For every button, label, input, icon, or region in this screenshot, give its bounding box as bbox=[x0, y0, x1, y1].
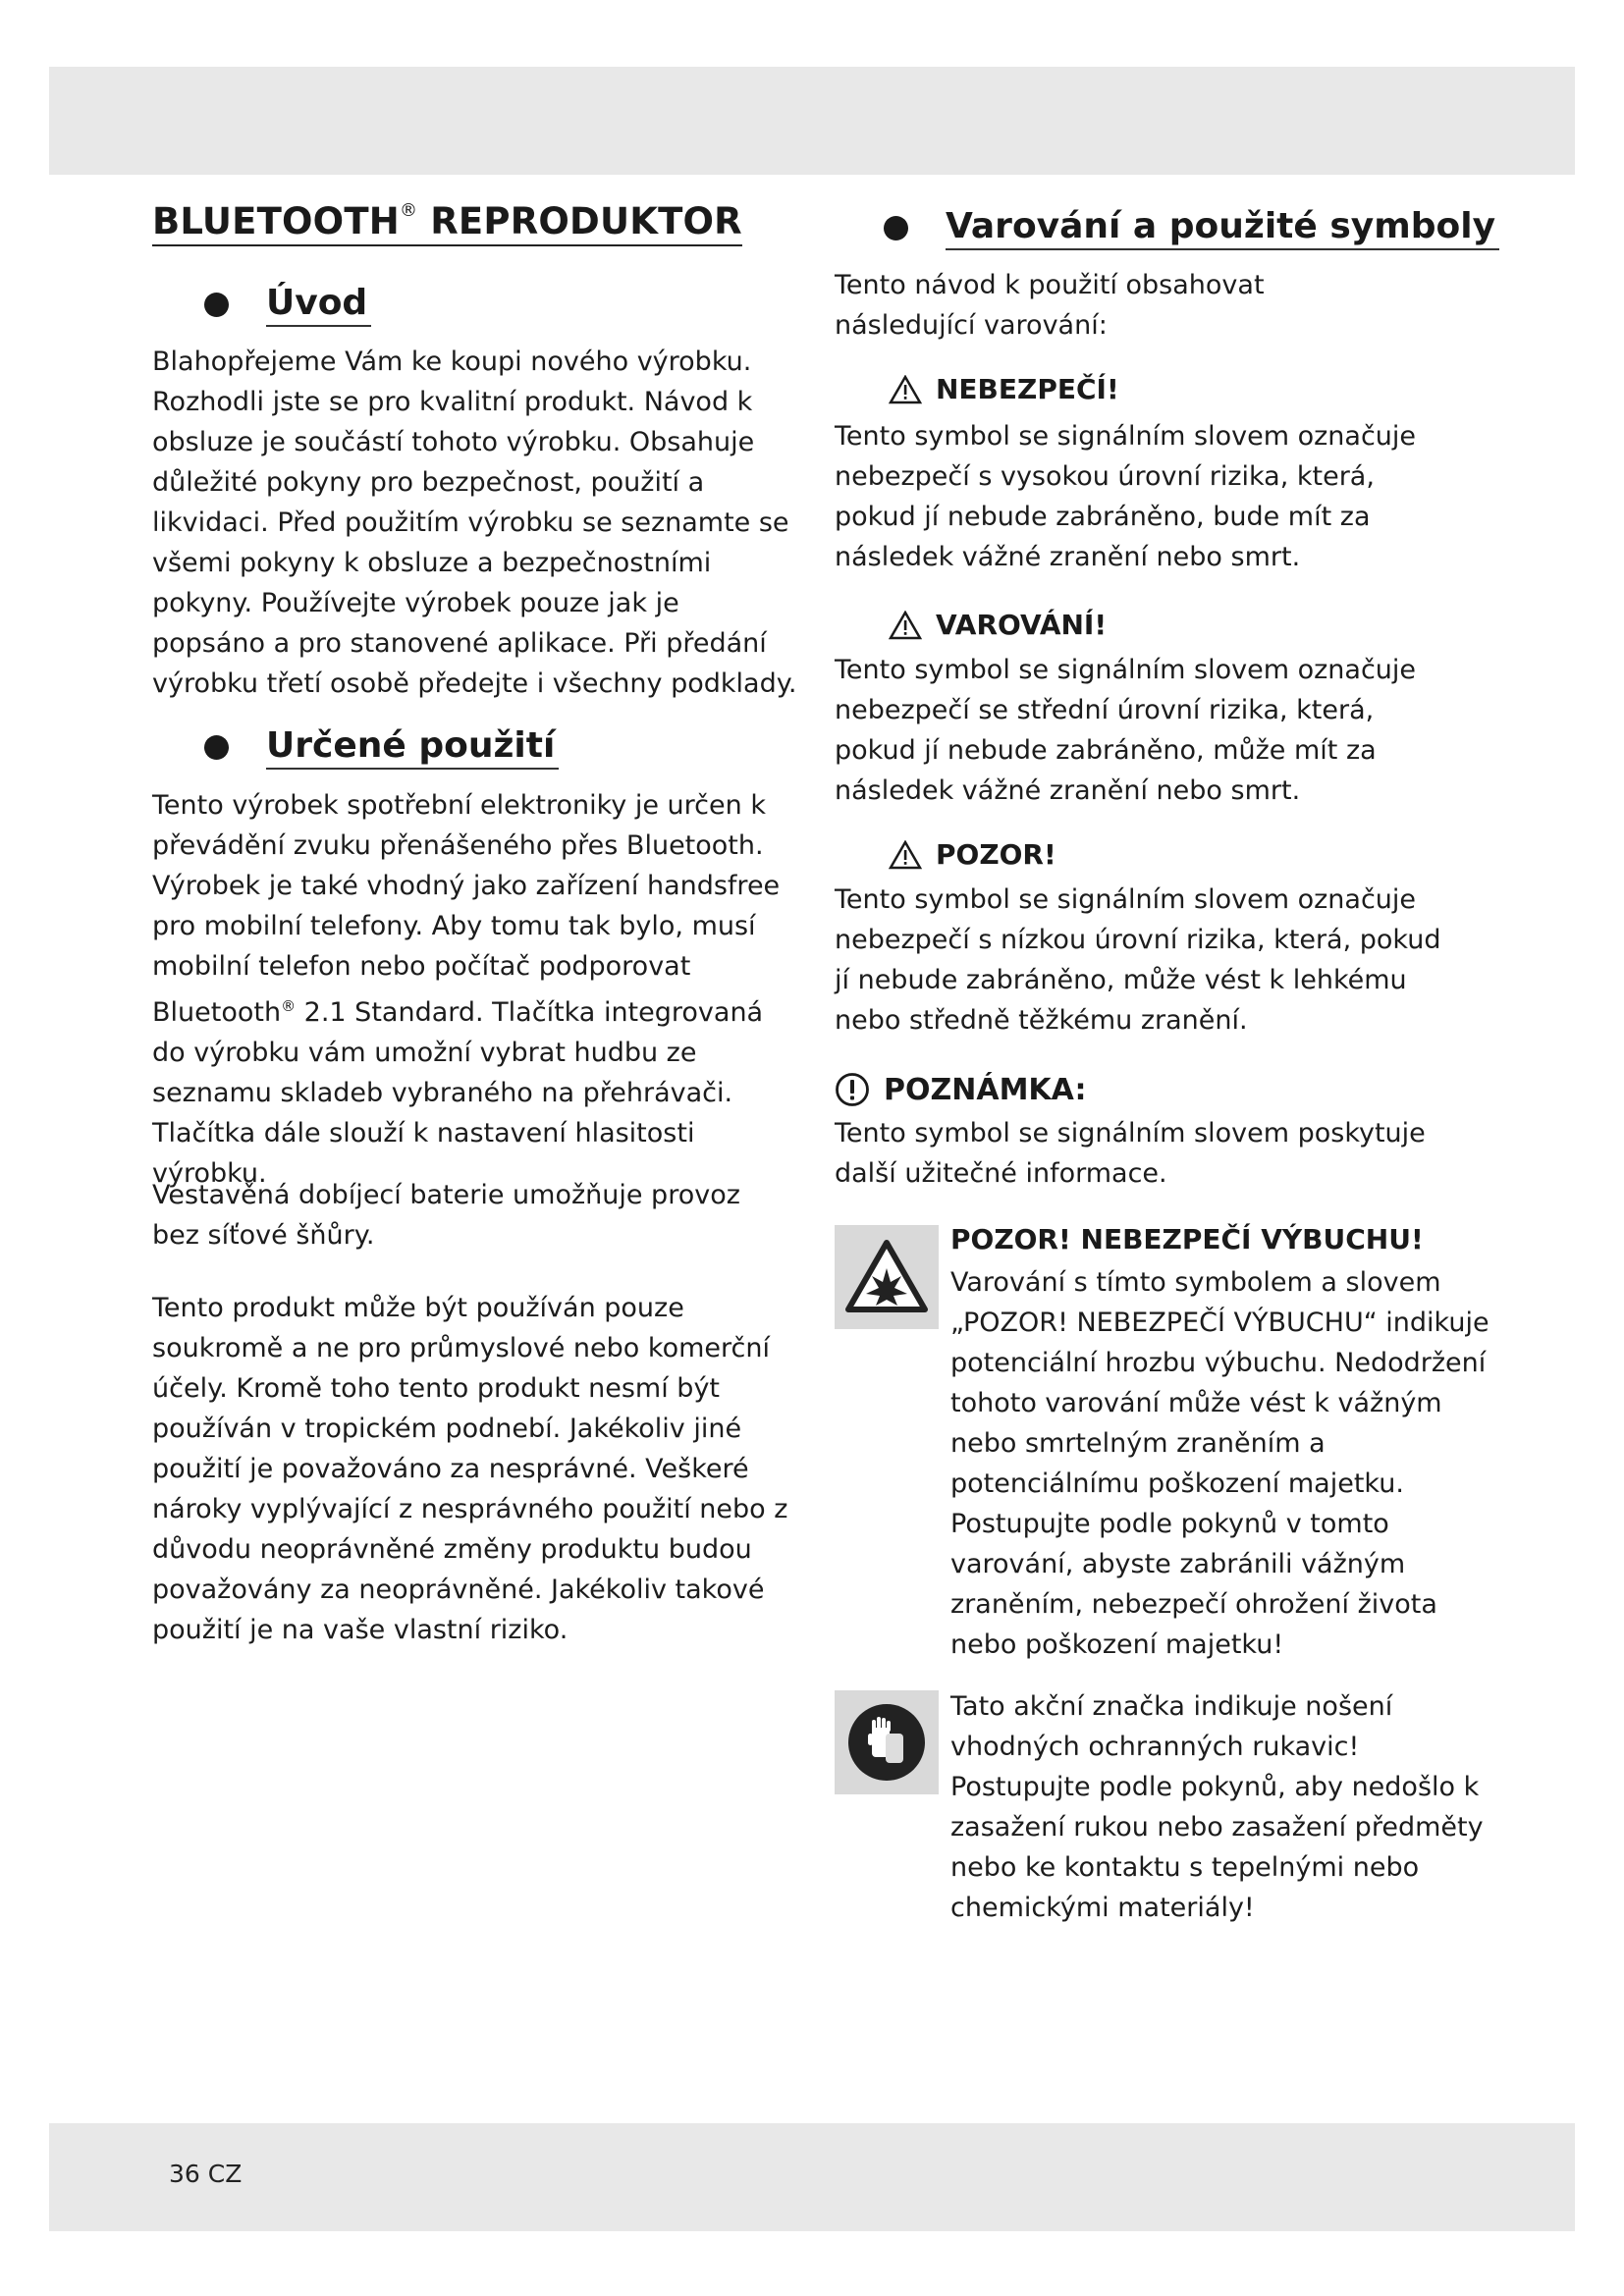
explosion-pictogram bbox=[835, 1225, 939, 1329]
document-title: BLUETOOTH® REPRODUKTOR bbox=[152, 200, 742, 246]
heading-urcene-pouziti: Určené použití bbox=[204, 725, 559, 770]
danger-text: Tento symbol se signálním slovem označuje nebezpečí s vysokou úrovní rizika, která, pokud jí nebude zabráněno, bude mít za následek vážné zranění nebo smrt. bbox=[835, 421, 1417, 572]
header-band bbox=[49, 67, 1575, 175]
danger-heading: NEBEZPEČÍ! bbox=[889, 373, 1119, 405]
exclamation-circle-icon bbox=[835, 1072, 870, 1107]
note-text: Tento symbol se signálním slovem poskytuje další užitečné informace. bbox=[835, 1118, 1426, 1189]
urcene-text-1: Tento výrobek spotřební elektroniky je určen k převádění zvuku přenášeného přes Bluetooth. Výrobek je také vhodný jako zařízení handsfree pro mobilní telefony. Aby tomu tak bylo, musí mobilní telefon nebo počítač podporovat Bluetooth® 2.1 Standard. Tlačítka integrovaná do výrobku vám umožní vybrat hudbu ze seznamu skladeb vybraného na přehrávači. Tlačítka dále slouží k nastavení hlasitosti výrobku. bbox=[152, 790, 781, 1189]
explosion-text: Varování s tímto symbolem a slovem „POZOR! NEBEZPEČÍ VÝBUCHU“ indikuje potenciální hrozbu výbuchu. Nedodržení tohoto varování může vést k vážným nebo smrtelným zraněním a potenciálnímu poškození majetku. Postupujte podle pokynů v tomto varování, abyste zabránili vážným zraněním, nebezpečí ohrožení života nebo poškození majetku! bbox=[950, 1267, 1489, 1660]
bullet-icon bbox=[204, 735, 229, 760]
warning-triangle-icon bbox=[889, 375, 922, 404]
gloves-icon bbox=[844, 1700, 929, 1785]
urcene-text-2: Vestavěná dobíjecí baterie umožňuje provoz bez síťové šňůry. bbox=[152, 1180, 740, 1251]
bullet-icon bbox=[884, 216, 908, 240]
bullet-icon bbox=[204, 293, 229, 317]
explosion-icon bbox=[844, 1239, 929, 1315]
warning-text: Tento symbol se signálním slovem označuje nebezpečí se střední úrovní rizika, která, pokud jí nebude zabráněno, může mít za následek vážné zranění nebo smrt. bbox=[835, 655, 1417, 806]
urcene-text-3: Tento produkt může být používán pouze soukromě a ne pro průmyslové nebo komerční účely. Kromě toho tento produkt nesmí být používán v tropickém podnebí. Jakékoliv jiné použití je považováno za nesprávné. Veškeré nároky vyplývající z nesprávného použití nebo z důvodu neoprávněné změny produktu budou považovány za neoprávněné. Jakékoliv takové použití je na vaše vlastní riziko. bbox=[152, 1293, 788, 1645]
warning-triangle-icon bbox=[889, 840, 922, 870]
footer-band bbox=[49, 2123, 1575, 2231]
caution-text: Tento symbol se signálním slovem označuje nebezpečí s nízkou úrovní rizika, která, pokud jí nebude zabráněno, může vést k lehkému nebo středně těžkému zranění. bbox=[835, 884, 1441, 1036]
note-heading: POZNÁMKA: bbox=[835, 1072, 1086, 1107]
explosion-heading: POZOR! NEBEZPEČÍ VÝBUCHU! bbox=[950, 1223, 1424, 1255]
heading-varovani: Varování a použité symboly bbox=[884, 206, 1499, 250]
uvod-text: Blahopřejeme Vám ke koupi nového výrobku. Rozhodli jste se pro kvalitní produkt. Návod k obsluze je součástí tohoto výrobku. Obsahuje důležité pokyny pro bezpečnost, použití a likvidaci. Před použitím výrobku se seznamte se všemi pokyny k obsluze a bezpečnostními pokyny. Používejte výrobek pouze jak je popsáno a pro stanovené aplikace. Při předání výrobku třetí osobě předejte i všechny podklady. bbox=[152, 347, 797, 699]
warning-triangle-icon bbox=[889, 611, 922, 640]
heading-uvod: Úvod bbox=[204, 283, 371, 327]
gloves-text: Tato akční značka indikuje nošení vhodných ochranných rukavic! Postupujte podle pokynů, aby nedošlo k zasažení rukou nebo zasažení předměty nebo ke kontaktu s tepelnými nebo chemickými materiály! bbox=[950, 1691, 1484, 1923]
warning-heading: VAROVÁNÍ! bbox=[889, 609, 1107, 641]
caution-heading: POZOR! bbox=[889, 838, 1056, 871]
page-number: 36 CZ bbox=[169, 2160, 243, 2188]
gloves-pictogram bbox=[835, 1690, 939, 1794]
varovani-intro: Tento návod k použití obsahovat následující varování: bbox=[835, 270, 1265, 341]
